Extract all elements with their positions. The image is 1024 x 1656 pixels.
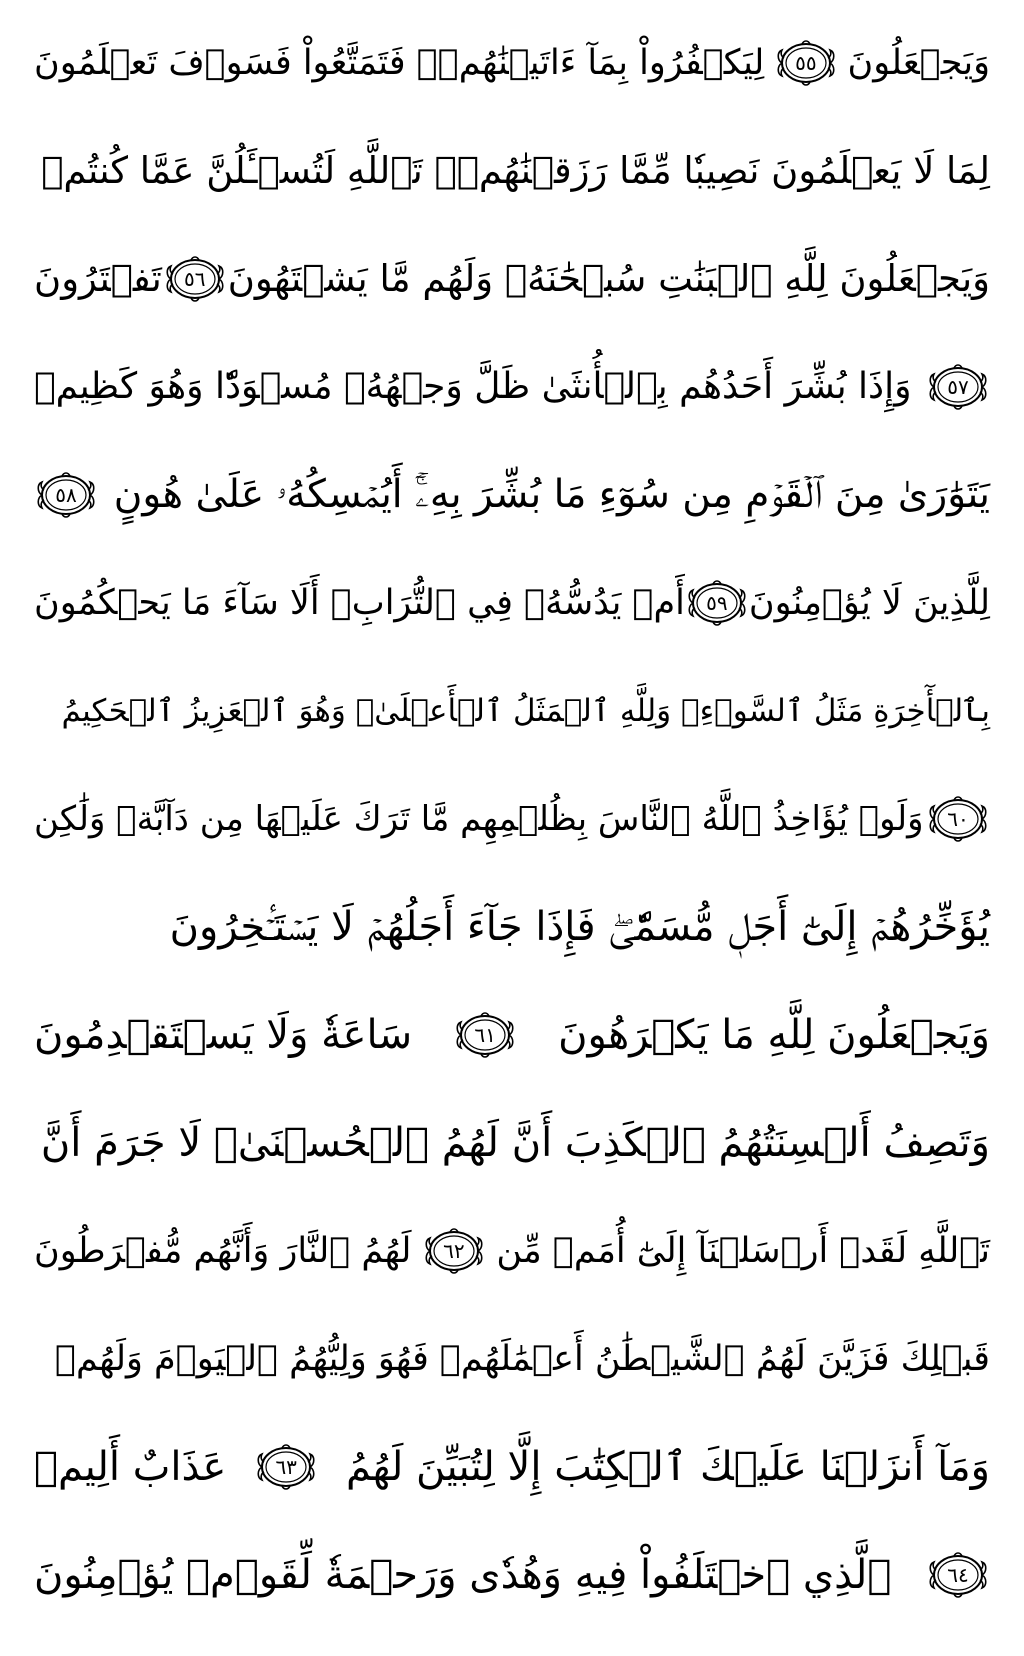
verse-line — [34, 1530, 990, 1620]
ayah-number-marker — [163, 254, 227, 304]
verse-text: وَتَصِفُ أَلۡسِنَتُهُمُ ٱلۡكَذِبَ أَنَّ لَهُمُ ٱلۡحُسۡنَىٰۖ لَا جَرَمَ أَنَّ — [40, 1120, 990, 1166]
verse-line — [34, 990, 990, 1080]
verse-line — [34, 1098, 990, 1188]
ayah-number: ٥٩ — [706, 591, 728, 615]
verse-text: سَاعَةٗ وَلَا يَسۡتَقۡدِمُونَ — [34, 1012, 413, 1058]
ayah-number: ٦٣ — [275, 1455, 297, 1479]
verse-line — [34, 18, 990, 108]
verse-text: وَيَجۡعَلُونَ لِلَّهِ مَا يَكۡرَهُونَ — [558, 1012, 990, 1058]
verse-text: وَمَآ أَنزَلۡنَا عَلَيۡكَ ٱلۡكِتَٰبَ إِلَّا لِتُبَيِّنَ لَهُمُ — [346, 1444, 990, 1490]
verse-text: وَيَجۡعَلُونَ لِلَّهِ ٱلۡبَنَٰتِ سُبۡحَٰنَهُۥ وَلَهُم مَّا يَشۡتَهُونَ — [227, 257, 990, 300]
ayah-number: ٦٢ — [443, 1239, 465, 1263]
ayah-number-marker — [422, 1226, 486, 1276]
ayah-number: ٥٧ — [947, 375, 969, 399]
verse-text: عَذَابٌ أَلِيمٞ — [34, 1444, 227, 1490]
ayah-number: ٦١ — [474, 1023, 496, 1047]
ayah-number: ٥٨ — [55, 483, 77, 507]
verse-text: بِٱلۡأٓخِرَةِ مَثَلُ ٱلسَّوۡءِۖ وَلِلَّهِ ٱلۡمَثَلُ ٱلۡأَعۡلَىٰۚ وَهُوَ ٱلۡعَزِيزُ ٱلۡحَكِيمُ — [61, 693, 990, 729]
verse-line — [34, 774, 990, 864]
verse-line — [34, 1314, 990, 1404]
verse-line — [34, 126, 990, 216]
verse-text: يَتَوَٰرَىٰ مِنَ ٱلۡقَوۡمِ مِن سُوٓءِ مَا بُشِّرَ بِهِۦٓۚ أَيُمۡسِكُهُۥ عَلَىٰ هُونٍ — [113, 472, 990, 517]
mushaf-page — [34, 18, 990, 1638]
verse-line — [34, 882, 990, 972]
ayah-number-marker — [926, 1550, 990, 1600]
ayah-number-marker — [254, 1442, 318, 1492]
verse-line — [34, 234, 990, 324]
ayah-number-marker — [685, 578, 749, 628]
verse-line — [34, 342, 990, 432]
verse-text: قَبۡلِكَ فَزَيَّنَ لَهُمُ ٱلشَّيۡطَٰنُ أَعۡمَٰلَهُمۡ فَهُوَ وَلِيُّهُمُ ٱلۡيَوۡمَ وَلَهُمۡ — [54, 1339, 990, 1379]
verse-line — [34, 558, 990, 648]
verse-line — [34, 1422, 990, 1512]
verse-line — [34, 666, 990, 756]
verse-text: لَهُمُ ٱلنَّارَ وَأَنَّهُم مُّفۡرَطُونَ — [34, 1231, 412, 1271]
ayah-number-marker — [926, 794, 990, 844]
verse-text: ٱلَّذِي ٱخۡتَلَفُواْ فِيهِ وَهُدٗى وَرَحۡمَةٗ لِّقَوۡمٖ يُؤۡمِنُونَ — [34, 1552, 892, 1598]
verse-text: يُؤَخِّرُهُمۡ إِلَىٰٓ أَجَلٖ مُّسَمّٗىۖ فَإِذَا جَآءَ أَجَلُهُمۡ لَا يَسۡتَـٔۡخِرُونَ — [169, 904, 990, 950]
verse-text: لِيَكۡفُرُواْ بِمَآ ءَاتَيۡنَٰهُمۡۚ فَتَمَتَّعُواْ فَسَوۡفَ تَعۡلَمُونَ — [34, 43, 765, 83]
ayah-number: ٦٤ — [947, 1563, 969, 1587]
ayah-number-marker — [774, 38, 838, 88]
ayah-number-marker — [926, 362, 990, 412]
ayah-number: ٦٠ — [947, 807, 969, 831]
verse-text: تَٱللَّهِ لَقَدۡ أَرۡسَلۡنَآ إِلَىٰٓ أُمَمٖ مِّن — [496, 1231, 990, 1271]
ayah-number-marker — [34, 470, 98, 520]
verse-text: أَمۡ يَدُسُّهُۥ فِي ٱلتُّرَابِۗ أَلَا سَآءَ مَا يَحۡكُمُونَ — [34, 583, 685, 623]
ayah-number-marker — [453, 1010, 517, 1060]
verse-text: وَيَجۡعَلُونَ — [847, 43, 990, 83]
verse-line — [34, 1206, 990, 1296]
verse-text: تَفۡتَرُونَ — [34, 257, 162, 300]
verse-text: لِلَّذِينَ لَا يُؤۡمِنُونَ — [748, 583, 990, 623]
ayah-number: ٥٦ — [184, 267, 206, 291]
verse-text: وَلَوۡ يُؤَاخِذُ ٱللَّهُ ٱلنَّاسَ بِظُلۡمِهِم مَّا تَرَكَ عَلَيۡهَا مِن دَآبَّةٖ وَلَٰكِن — [34, 799, 924, 839]
verse-text: لِمَا لَا يَعۡلَمُونَ نَصِيبٗا مِّمَّا رَزَقۡنَٰهُمۡۗ تَٱللَّهِ لَتُسۡـَٔلُنَّ عَمَّا كُنتُمۡ — [41, 149, 990, 192]
verse-text: وَإِذَا بُشِّرَ أَحَدُهُم بِٱلۡأُنثَىٰ ظَلَّ وَجۡهُهُۥ مُسۡوَدّٗا وَهُوَ كَظِيمٞ — [34, 366, 912, 407]
verse-line — [34, 450, 990, 540]
ayah-number: ٥٥ — [795, 51, 817, 75]
